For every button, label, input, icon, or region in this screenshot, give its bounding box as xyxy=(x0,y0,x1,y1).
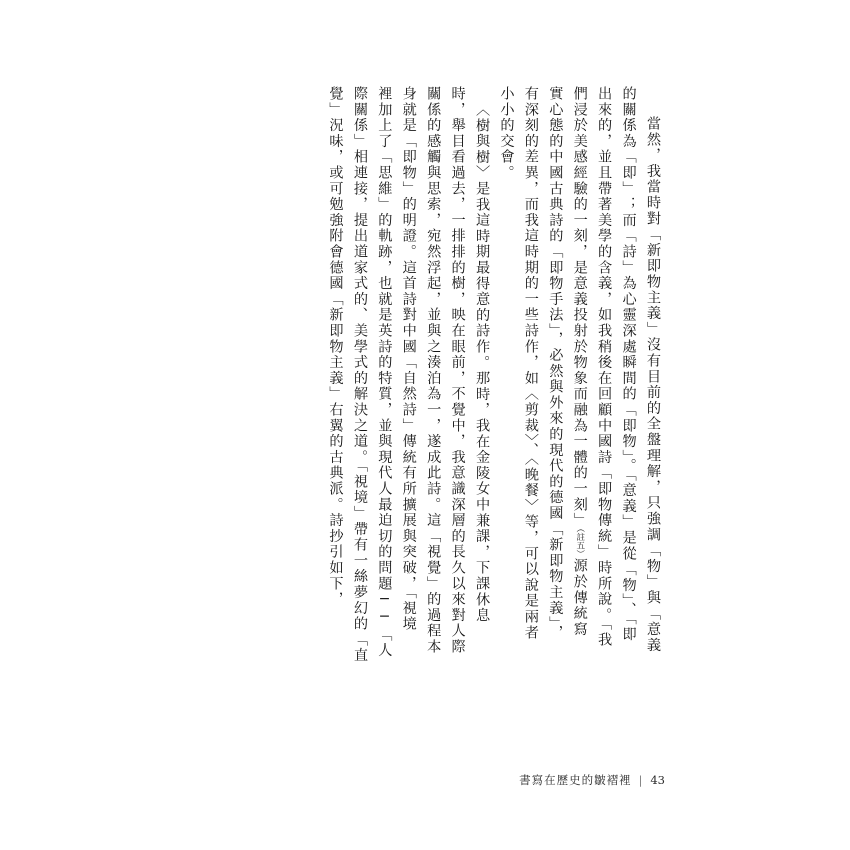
running-title: 書寫在歷史的皺褶裡 xyxy=(519,773,632,787)
page-number: 43 xyxy=(650,773,665,787)
text-column: 出來的，並且帶著美學的含義，如我稍後在回顧中國詩「即物傳統」時所說。「我 xyxy=(596,86,613,648)
text-column: 〈樹與樹〉是我這時期最得意的詩作。那時，我在金陵女中兼課，下課休息 xyxy=(474,102,491,624)
footnote-marker: （註五） xyxy=(574,528,585,559)
text-column: 覺」況味，或可勉強附會德國「新即物主義」右翼的古典派。詩抄引如下， xyxy=(327,86,344,608)
text-column: 實心態的中國古典詩的「即物手法」，必然與外來的現代的德國「新即物主義」， xyxy=(547,86,564,641)
text-column: 小小的交會。 xyxy=(498,86,515,181)
text-column: 裡加上了「思維」的軌跡，也就是英詩的特質，並與現代人最迫切的問題──「人 xyxy=(376,86,393,659)
text-column: 的關係為「即」；而「詩」為心靈深處瞬間的「即物」。「意義」是從「物」、「即 xyxy=(620,86,637,643)
text-column: 關係的感觸與思索，宛然浮起，並與之湊泊為一，遂成此詩。這「視覺」的過程本 xyxy=(425,86,442,655)
footer-separator: | xyxy=(638,773,644,787)
page-footer xyxy=(519,772,665,788)
text-column: 當然，我當時對「新即物主義」沒有目前的全盤理解，只強調「物」與「意義 xyxy=(645,116,661,654)
text-column: 身就是「即物」的明證。這首詩對中國「自然詩」傳統有所擴展與突破，「視境 xyxy=(400,86,417,632)
column-text-part1: 們浸於美感經驗的一刻，是意義投射於物象而融為一體的一刻」 xyxy=(571,86,588,529)
text-column: 際關係」相連接，提出道家式的、美學式的解決之道。「視境」帶有一絲夢幻的「直 xyxy=(351,86,368,664)
column-text-part2: 源於傳統寫 xyxy=(571,558,588,638)
text-column-with-footnote xyxy=(567,86,591,746)
vertical-text-body xyxy=(185,86,665,746)
text-column: 有深刻的差異，而我這時期的一些詩作，如〈剪裁〉、〈晚餐〉等，可以說是兩者 xyxy=(522,86,539,641)
text-column: 時，舉目看過去，一排排的樹，映在眼前，不覺中，我意識深層的長久以來對人際 xyxy=(449,86,466,655)
